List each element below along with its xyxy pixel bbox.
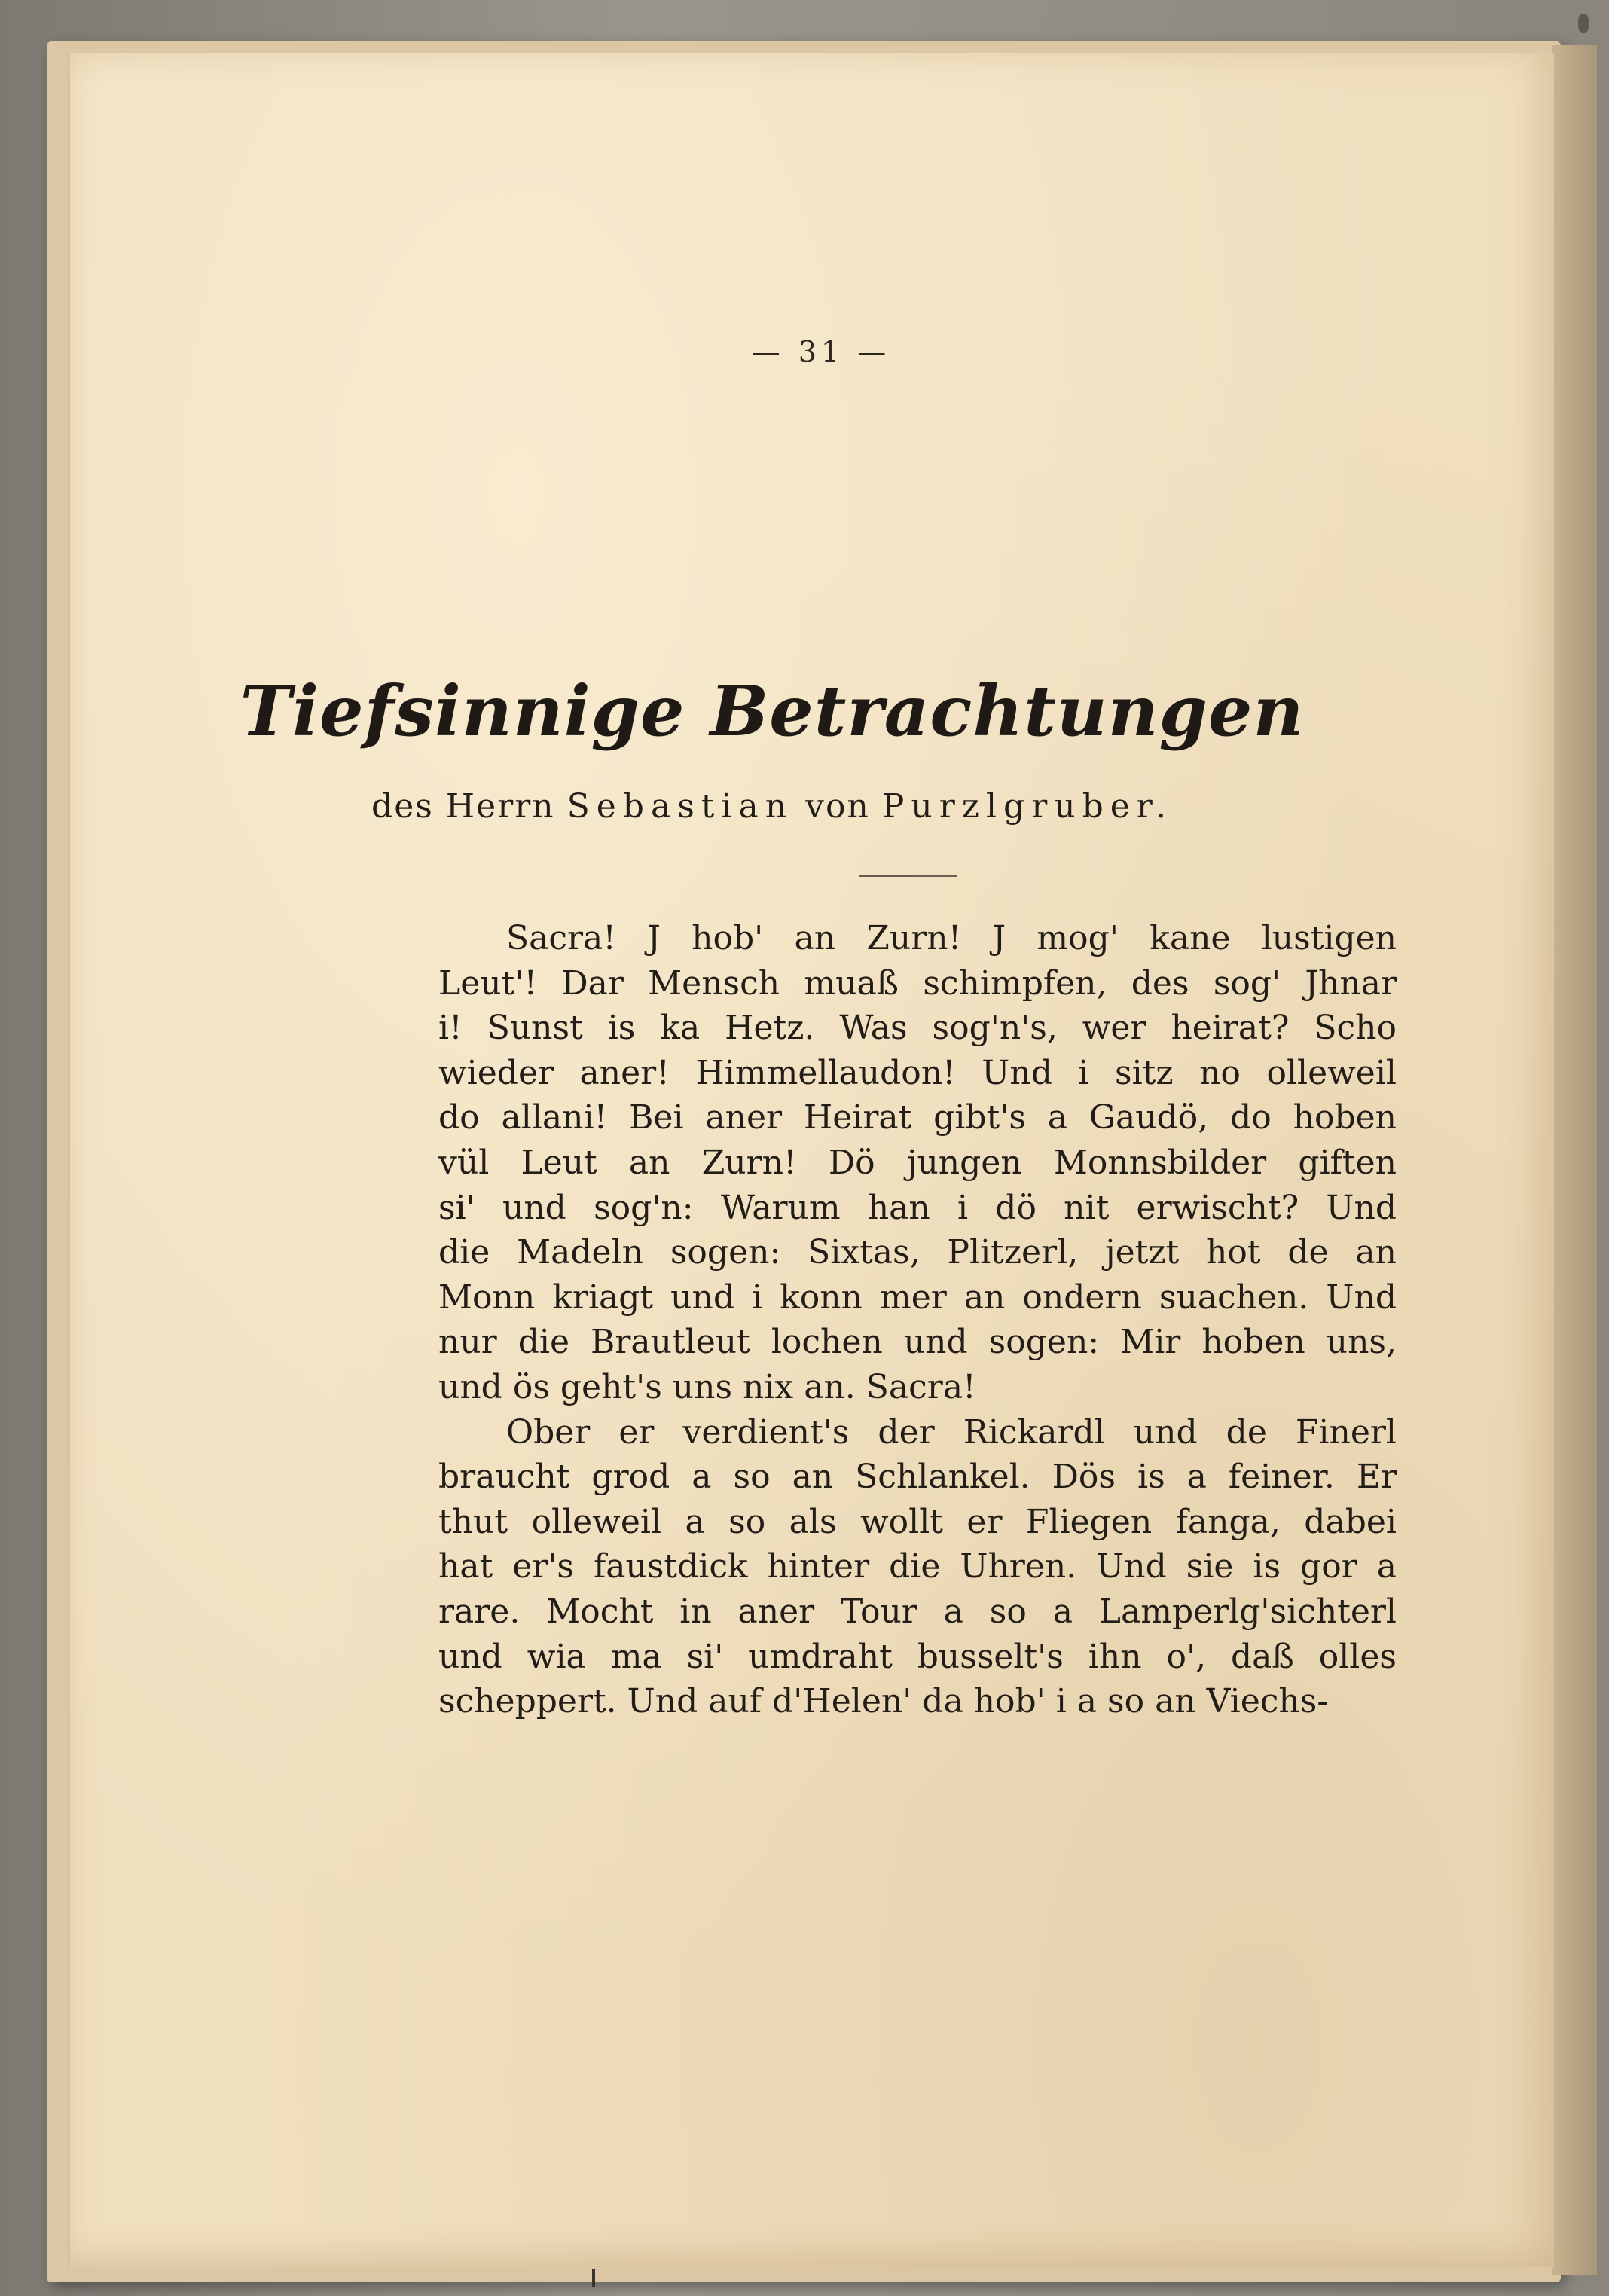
page-mark [592, 2269, 595, 2287]
text-line: die Madeln sogen: Sixtas, Plitzerl, jetzt hot de an [438, 1233, 1397, 1272]
section-divider [859, 875, 957, 877]
ink-stain [1578, 14, 1589, 33]
text-line: Leut'! Dar Mensch muaß schimpfen, des sog' Jhnar [438, 963, 1397, 1003]
text-line: rare. Mocht in aner Tour a so a Lamperlg'sichterl [438, 1592, 1397, 1631]
text-line: scheppert. Und auf d'Helen' da hob' i a so an Viechs- [438, 1682, 1329, 1721]
subtitle-surname: Purzlgruber. [881, 787, 1173, 826]
subtitle-von: von [805, 787, 870, 826]
text-line: hat er's faustdick hinter die Uhren. Und sie is gor a [438, 1547, 1397, 1586]
text-line: nur die Brautleut lochen und sogen: Mir hoben uns, [438, 1323, 1397, 1362]
paragraph [438, 916, 1397, 1410]
text-line: und ös geht's uns nix an. Sacra! [438, 1367, 976, 1406]
text-line: und wia ma si' umdraht busselt's ihn o', daß olles [438, 1637, 1397, 1676]
binding-gutter [1552, 45, 1597, 2275]
text-line: thut olleweil a so als wollt er Fliegen fanga, dabei [438, 1502, 1397, 1541]
subtitle-prefix: des Herrn [371, 787, 555, 826]
subtitle-name: Sebastian [566, 787, 794, 826]
page-number: — 31 — [751, 335, 891, 368]
text-line: vül Leut an Zurn! Dö jungen Monnsbilder giften [438, 1143, 1397, 1182]
text-line: Sacra! J hob' an Zurn! J mog' kane lustigen [506, 919, 1397, 957]
body-text [438, 916, 1397, 1724]
text-line: i! Sunst is ka Hetz. Was sog'n's, wer heirat? Scho [438, 1009, 1397, 1048]
text-line: Monn kriagt und i konn mer an ondern suachen. Und [438, 1278, 1397, 1317]
text-line: Ober er verdient's der Rickardl und de Finerl [506, 1412, 1397, 1452]
text-line: wieder aner! Himmellaudon! Und i sitz no olleweil [438, 1053, 1397, 1092]
text-line: do allani! Bei aner Heirat gibt's a Gaudö, do hoben [438, 1098, 1397, 1137]
text-line: braucht grod a so an Schlankel. Dös is a feiner. Er [438, 1458, 1397, 1497]
chapter-title: Tiefsinnige Betrachtungen [240, 670, 1305, 752]
paragraph [438, 1410, 1397, 1724]
text-line: si' und sog'n: Warum han i dö nit erwischt? Und [438, 1188, 1397, 1227]
chapter-subtitle [218, 787, 1326, 826]
